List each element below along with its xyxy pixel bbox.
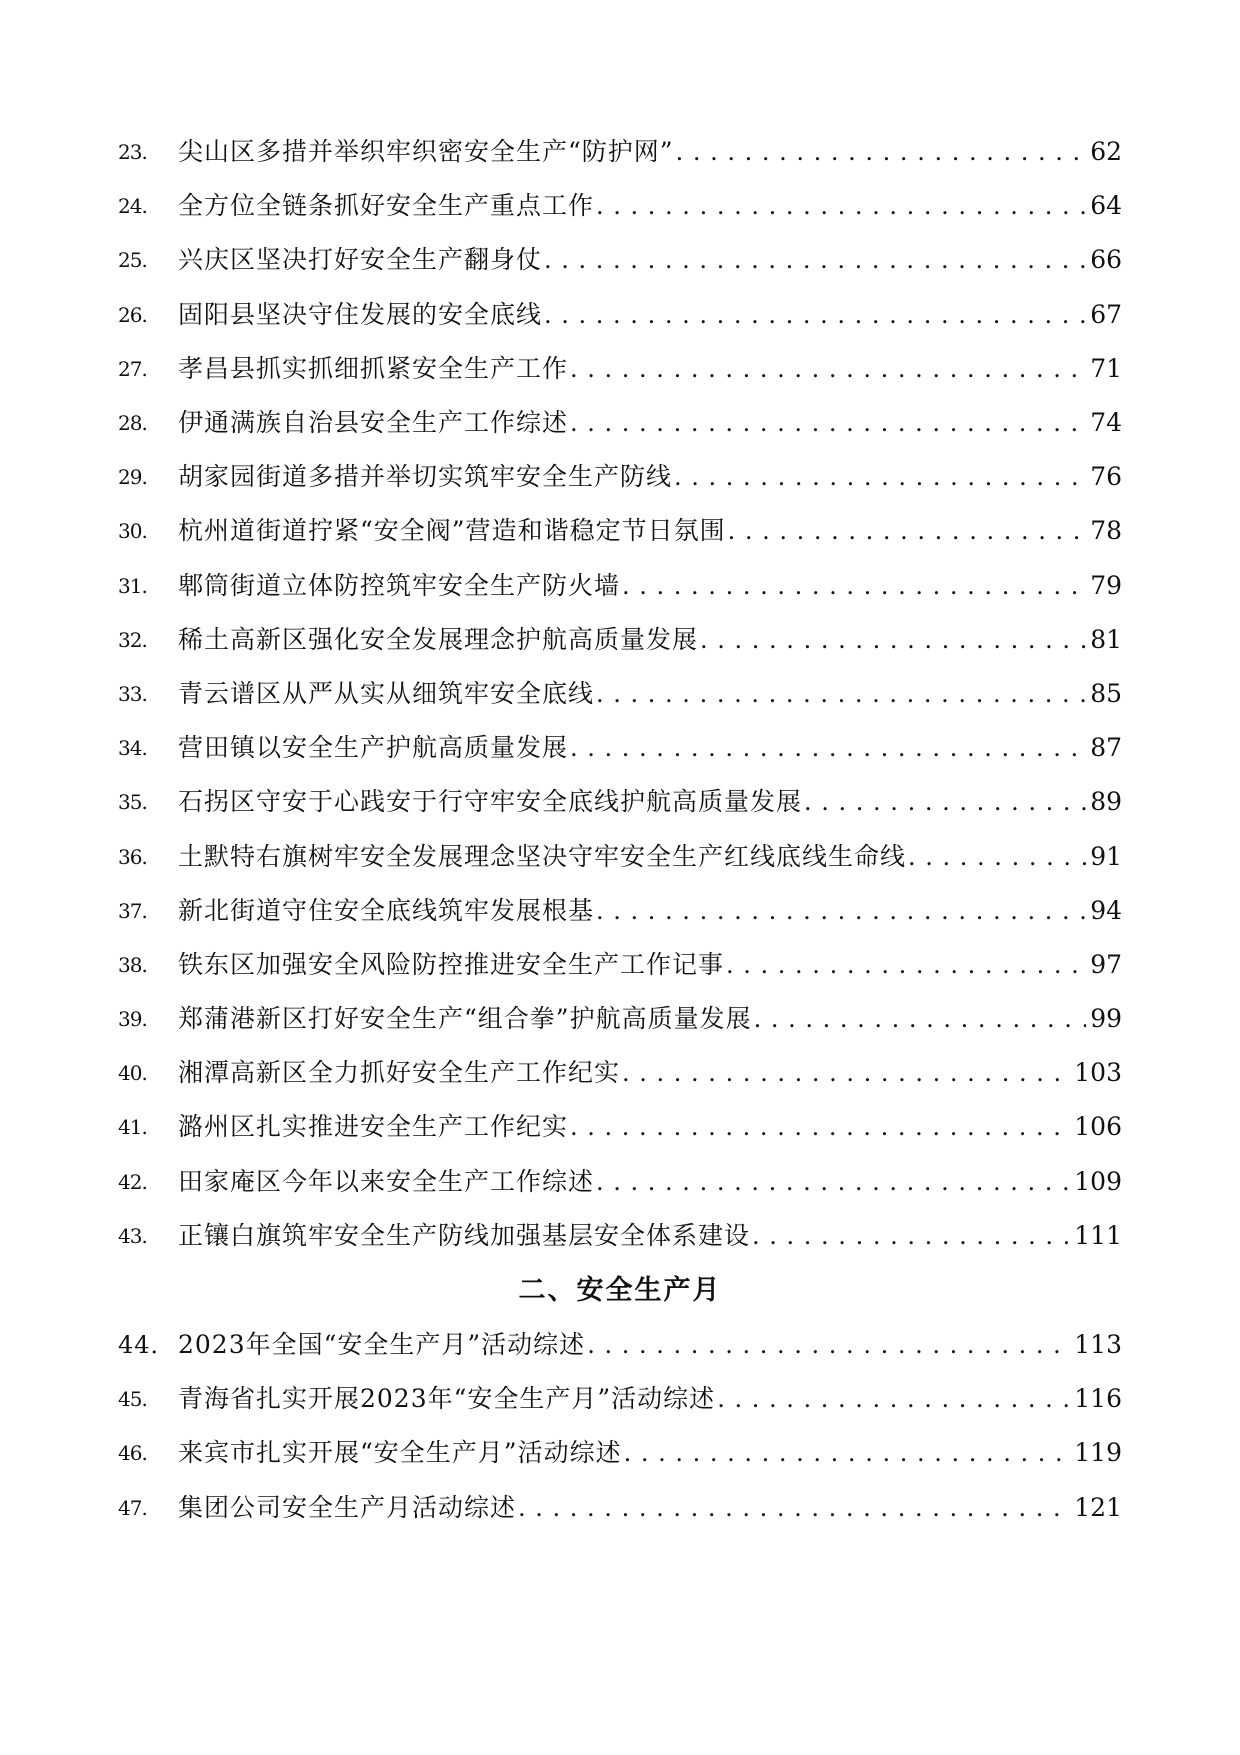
toc-entry[interactable] xyxy=(118,1100,1122,1154)
entry-number: 30. xyxy=(118,519,147,544)
entry-page-number: 79 xyxy=(1090,570,1122,600)
toc-entry[interactable] xyxy=(118,992,1122,1046)
entry-page-number: 97 xyxy=(1090,949,1122,979)
toc-entry[interactable] xyxy=(118,179,1122,233)
entry-title: 全方位全链条抓好安全生产重点工作 xyxy=(178,191,595,221)
toc-section-1 xyxy=(118,125,1122,1263)
entry-title: 青海省扎实开展2023年“安全生产月”活动综述 xyxy=(178,1384,716,1414)
dot-leader xyxy=(804,787,1086,817)
entry-title: 伊通满族自治县安全生产工作综述 xyxy=(178,408,569,438)
dot-leader xyxy=(518,1493,1070,1523)
entry-title: 正镶白旗筑牢安全生产防线加强基层安全体系建设 xyxy=(178,1220,751,1250)
toc-entry[interactable] xyxy=(118,396,1122,450)
dot-leader xyxy=(596,896,1086,926)
entry-page-number: 89 xyxy=(1090,787,1122,817)
toc-entry[interactable] xyxy=(118,450,1122,504)
entry-number: 41. xyxy=(118,1115,147,1140)
dot-leader xyxy=(596,1167,1070,1197)
entry-page-number: 109 xyxy=(1074,1166,1122,1196)
dot-leader xyxy=(752,1221,1070,1251)
toc-entry[interactable] xyxy=(118,1155,1122,1209)
entry-page-number: 87 xyxy=(1090,733,1122,763)
entry-page-number: 91 xyxy=(1090,841,1122,871)
entry-page-number: 74 xyxy=(1090,408,1122,438)
toc-entry[interactable] xyxy=(118,504,1122,558)
dot-leader xyxy=(676,137,1087,167)
entry-number: 42. xyxy=(118,1169,147,1194)
dot-leader xyxy=(570,1112,1070,1142)
toc-entry[interactable] xyxy=(118,938,1122,992)
entry-number: 25. xyxy=(118,248,147,273)
entry-number: 37. xyxy=(118,898,147,923)
dot-leader xyxy=(674,462,1086,492)
toc-entry[interactable] xyxy=(118,559,1122,613)
entry-page-number: 94 xyxy=(1090,895,1122,925)
entry-page-number: 64 xyxy=(1090,191,1122,221)
entry-title: 土默特右旗树牢安全发展理念坚决守牢安全生产红线底线生命线 xyxy=(178,841,907,871)
entry-title: 胡家园街道多措并举切实筑牢安全生产防线 xyxy=(178,462,673,492)
entry-page-number: 66 xyxy=(1090,245,1122,275)
entry-number: 29. xyxy=(118,465,147,490)
entry-title: 湘潭高新区全力抓好安全生产工作纪实 xyxy=(178,1058,621,1088)
toc-entry[interactable] xyxy=(118,1046,1122,1100)
toc-entry[interactable] xyxy=(118,721,1122,775)
dot-leader xyxy=(570,354,1086,384)
toc-entry[interactable] xyxy=(118,1426,1122,1480)
toc-entry[interactable] xyxy=(118,125,1122,179)
dot-leader xyxy=(596,191,1086,221)
dot-leader xyxy=(622,1058,1070,1088)
entry-number: 46. xyxy=(118,1441,147,1466)
entry-number: 27. xyxy=(118,356,147,381)
dot-leader xyxy=(570,733,1086,763)
dot-leader xyxy=(754,1004,1087,1034)
entry-number: 38. xyxy=(118,952,147,977)
entry-page-number: 99 xyxy=(1090,1004,1122,1034)
entry-title: 孝昌县抓实抓细抓紧安全生产工作 xyxy=(178,353,569,383)
toc-entry[interactable] xyxy=(118,829,1122,883)
dot-leader xyxy=(544,245,1086,275)
entry-number: 24. xyxy=(118,194,147,219)
entry-number: 28. xyxy=(118,411,147,436)
entry-page-number: 81 xyxy=(1090,624,1122,654)
entry-number: 43. xyxy=(118,1223,147,1248)
toc-entry[interactable] xyxy=(118,1481,1122,1535)
toc-entry[interactable] xyxy=(118,884,1122,938)
entry-number: 35. xyxy=(118,790,147,815)
dot-leader xyxy=(587,1330,1070,1360)
entry-page-number: 76 xyxy=(1090,462,1122,492)
dot-leader xyxy=(596,679,1086,709)
dot-leader xyxy=(622,571,1086,601)
dot-leader xyxy=(726,950,1086,980)
entry-page-number: 121 xyxy=(1074,1492,1122,1522)
entry-number: 45. xyxy=(118,1387,147,1412)
entry-page-number: 85 xyxy=(1090,678,1122,708)
entry-number: 33. xyxy=(118,681,147,706)
entry-number: 47. xyxy=(118,1495,147,1520)
entry-page-number: 106 xyxy=(1074,1112,1122,1142)
entry-number: 40. xyxy=(118,1061,147,1086)
toc-entry[interactable] xyxy=(118,775,1122,829)
entry-page-number: 119 xyxy=(1074,1438,1122,1468)
dot-leader xyxy=(728,516,1087,546)
toc-section-2 xyxy=(118,1318,1122,1535)
entry-number: 26. xyxy=(118,302,147,327)
entry-title: 田家庵区今年以来安全生产工作综述 xyxy=(178,1166,595,1196)
entry-page-number: 67 xyxy=(1090,299,1122,329)
entry-title: 固阳县坚决守住发展的安全底线 xyxy=(178,299,543,329)
entry-page-number: 78 xyxy=(1090,516,1122,546)
entry-title: 潞州区扎实推进安全生产工作纪实 xyxy=(178,1112,569,1142)
entry-title: 尖山区多措并举织牢织密安全生产“防护网” xyxy=(178,137,674,167)
entry-title: 2023年全国“安全生产月”活动综述 xyxy=(178,1330,586,1360)
entry-title: 郫筒街道立体防控筑牢安全生产防火墙 xyxy=(178,570,621,600)
dot-leader xyxy=(717,1384,1070,1414)
dot-leader xyxy=(700,625,1086,655)
toc-entry[interactable] xyxy=(118,288,1122,342)
entry-title: 青云谱区从严从实从细筑牢安全底线 xyxy=(178,678,595,708)
entry-title: 来宾市扎实开展“安全生产月”活动综述 xyxy=(178,1438,622,1468)
entry-title: 兴庆区坚决打好安全生产翻身仗 xyxy=(178,245,543,275)
toc-entry[interactable] xyxy=(118,1209,1122,1263)
entry-page-number: 71 xyxy=(1090,353,1122,383)
entry-number: 34. xyxy=(118,736,147,761)
toc-entry[interactable] xyxy=(118,613,1122,667)
entry-title: 石拐区守安于心践安于行守牢安全底线护航高质量发展 xyxy=(178,787,803,817)
entry-page-number: 116 xyxy=(1074,1384,1122,1414)
entry-number: 44． xyxy=(118,1331,176,1360)
entry-number: 32. xyxy=(118,627,147,652)
entry-title: 稀土高新区强化安全发展理念护航高质量发展 xyxy=(178,624,699,654)
entry-page-number: 111 xyxy=(1074,1220,1122,1250)
toc-entry[interactable] xyxy=(118,1372,1122,1426)
entry-number: 39. xyxy=(118,1007,147,1032)
entry-title: 新北街道守住安全底线筑牢发展根基 xyxy=(178,895,595,925)
entry-title: 集团公司安全生产月活动综述 xyxy=(178,1492,517,1522)
toc-entry[interactable] xyxy=(118,233,1122,287)
entry-title: 铁东区加强安全风险防控推进安全生产工作记事 xyxy=(178,949,725,979)
toc-entry[interactable] xyxy=(118,342,1122,396)
dot-leader xyxy=(544,300,1086,330)
toc-entry[interactable] xyxy=(118,667,1122,721)
entry-number: 31. xyxy=(118,573,147,598)
entry-page-number: 62 xyxy=(1090,137,1122,167)
toc-entry[interactable] xyxy=(118,1318,1122,1372)
entry-title: 郑蒲港新区打好安全生产“组合拳”护航高质量发展 xyxy=(178,1004,752,1034)
section-heading: 二、安全生产月 xyxy=(518,1275,722,1306)
entry-number: 23. xyxy=(118,140,147,165)
entry-title: 杭州道街道拧紧“安全阀”营造和谐稳定节日氛围 xyxy=(178,516,726,546)
entry-title: 营田镇以安全生产护航高质量发展 xyxy=(178,733,569,763)
entry-page-number: 113 xyxy=(1074,1330,1122,1360)
entry-number: 36. xyxy=(118,844,147,869)
dot-leader xyxy=(624,1438,1071,1468)
dot-leader xyxy=(570,408,1086,438)
entry-page-number: 103 xyxy=(1074,1058,1122,1088)
dot-leader xyxy=(908,842,1086,872)
